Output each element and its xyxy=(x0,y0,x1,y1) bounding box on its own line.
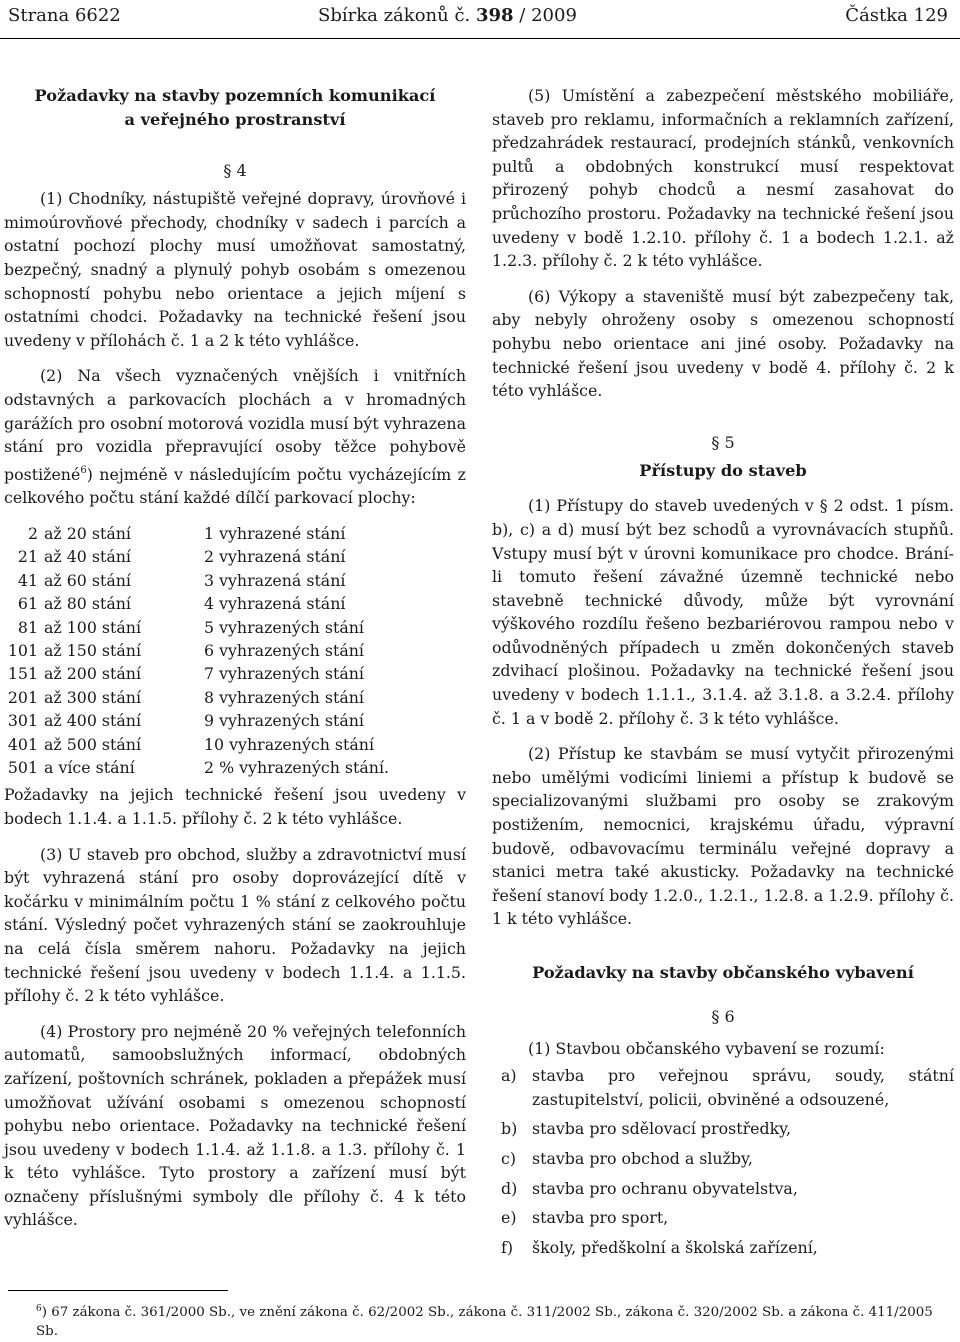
list-item xyxy=(492,1147,954,1171)
paragraph-4-5: (5) Umístění a zabezpečení městského mobiliáře, staveb pro reklamu, informačních a reklamních zařízení, předzahrádek restaurací, prodejních stánků, venkovních pultů a obdobných konstrukcí musí respektovat přirozený pohyb chodců a nesmí zasahovat do průchozího prostoru. Požadavky na technické řešení jsou uvedeny v bodě 1.2.10. přílohy č. 1 a bodech 1.2.1. až 1.2.3. přílohy č. 2 k této vyhlášce. xyxy=(492,86,954,271)
table-row xyxy=(4,733,466,756)
section-5-heading: § 5 xyxy=(711,432,735,452)
stand-count-to: až 200 stání xyxy=(44,664,142,684)
reserved-count: 9 vyhrazených stání xyxy=(204,711,364,731)
reserved-count: 2 % vyhrazených stání. xyxy=(204,757,390,777)
stand-count-from: 61 xyxy=(17,594,38,614)
list-item-marker: d) xyxy=(501,1178,518,1198)
stand-count-to: až 80 stání xyxy=(44,594,131,614)
table-row xyxy=(4,662,466,685)
stand-count-to: až 40 stání xyxy=(44,547,131,567)
paragraph-4-6: (6) Výkopy a staveniště musí být zabezpečeny tak, aby nebyly ohroženy osoby s omezenou schopností pohybu nebo orientace ani jiné osoby. Požadavky na technické řešení jsou uvedeny v bodě 4. přílohy č. 2 k této vyhlášce. xyxy=(492,286,954,401)
footnote-reference: 6 xyxy=(80,464,87,476)
part-number: Částka 129 xyxy=(845,5,948,26)
reserved-count: 10 vyhrazených stání xyxy=(204,734,375,754)
table-row xyxy=(4,569,466,592)
list-item-marker: a) xyxy=(501,1066,517,1086)
table-row xyxy=(4,522,466,545)
footnote-text: ) 67 zákona č. 361/2000 Sb., ve znění zákona č. 62/2002 Sb., zákona č. 311/2002 Sb., zákona č. 320/2002 Sb. a zákona č. 411/2005 Sb. xyxy=(36,1305,933,1339)
paragraph-4-2-tail: Požadavky na jejich technické řešení jsou uvedeny v bodech 1.1.4. a 1.1.5. přílohy č. 2 k této vyhlášce. xyxy=(4,785,466,828)
table-row xyxy=(4,545,466,568)
list-item-marker: e) xyxy=(501,1208,517,1228)
list-item-text: školy, předškolní a školská zařízení, xyxy=(532,1237,818,1257)
document-number: 398 xyxy=(475,5,514,26)
stand-count-from: 151 xyxy=(7,664,38,684)
paragraph-4-1: (1) Chodníky, nástupiště veřejné dopravy, úrovňové i mimoúrovňové přechody, chodníky v sadech i parcích a ostatní pochozí plochy musí umožňovat samostatný, bezpečný, snadný a plynulý pohyb osobám s omezenou schopností pohybu nebo orientace a jejich míjení s ostatními chodci. Požadavky na technické řešení jsou uvedeny v přílohách č. 1 a 2 k této vyhlášce. xyxy=(4,189,466,350)
reserved-count: 7 vyhrazených stání xyxy=(204,664,364,684)
section-4-heading: § 4 xyxy=(223,161,247,181)
reserved-count: 4 vyhrazená stání xyxy=(204,594,346,614)
paragraph-5-2: (2) Přístup ke stavbám se musí vytyčit přirozenými nebo umělými vodicími liniemi a přístup k budově se specializovanými službami pro osoby se zrakovým postižením, nemocnici, krajskému úřadu, výpravní budově, odbavovacímu terminálu veřejné dopravy a stanici metra také akusticky. Požadavky na technické řešení stanoví body 1.2.0., 1.2.1., 1.2.8. a 1.2.9. přílohy č. 1 k této vyhlášce. xyxy=(492,744,954,929)
list-item xyxy=(492,1236,954,1260)
section-6-heading: § 6 xyxy=(711,1006,735,1026)
reserved-count: 1 vyhrazené stání xyxy=(204,523,346,543)
table-row xyxy=(4,616,466,639)
stand-count-from: 21 xyxy=(17,547,38,567)
stand-count-to: až 60 stání xyxy=(44,570,131,590)
collection-title xyxy=(318,5,577,26)
reserved-count: 3 vyhrazená stání xyxy=(204,570,346,590)
stand-count-to: až 300 stání xyxy=(44,687,142,707)
stand-count-from: 401 xyxy=(7,734,38,754)
paragraph-5-1: (1) Přístupy do staveb uvedených v § 2 odst. 1 písm. b), c) a d) musí být bez schodů a vyrovnávacích stupňů. Vstupy musí být v úrovni komunikace pro chodce. Brání-li tomuto řešení závažné územně technické nebo stavebně technické důvody, může být vyrovnání výškového rozdílu řešeno bezbariérovou rampou nebo v odůvodněných případech u změn dokončených staveb zdvihací plošinou. Požadavky na technické řešení jsou uvedeny v bodech 1.1.1., 3.1.4. až 3.1.8. a 3.2.4. přílohy č. 1 a v bodě 2. přílohy č. 3 k této vyhlášce. xyxy=(492,496,954,728)
section-5-title: Přístupy do staveb xyxy=(639,460,807,480)
list-item-text: stavba pro sdělovací prostředky, xyxy=(532,1119,791,1139)
stand-count-from: 41 xyxy=(17,570,38,590)
collection-name: Sbírka zákonů č. xyxy=(318,5,471,26)
footnote-number: 6 xyxy=(36,1304,42,1314)
paragraph-4-4: (4) Prostory pro nejméně 20 % veřejných telefonních automatů, samoobslužných informací, obdobných zařízení, poštovních schránek, pokladen a přepážek musí umožňovat užívání osobami s omezenou schopností pohybu nebo orientace. Požadavky na technické řešení jsou uvedeny v bodech 1.1.4. až 1.1.8. a 1.3. přílohy č. 1 k této vyhlášce. Tyto prostory a zařízení musí být označeny příslušnými symboly dle přílohy č. 4 k této vyhlášce. xyxy=(4,1021,466,1230)
stand-count-from: 201 xyxy=(7,687,38,707)
civic-facilities-title: Požadavky na stavby občanského vybavení xyxy=(532,963,914,982)
stand-count-from: 301 xyxy=(7,711,38,731)
table-row xyxy=(4,639,466,662)
list-item-text: stavba pro veřejnou správu, soudy, státní zastupitelství, policii, obviněné a odsouzené, xyxy=(532,1066,954,1109)
paragraph-4-2-text: (2) Na všech vyznačených vnějších i vnitřních odstavných a parkovacích plochách a v hromadných garážích pro osobní motorová vozidla musí být vyhrazena stání pro vozidla přepravující osoby těžce pohybově postižené xyxy=(4,366,466,484)
reserved-count: 5 vyhrazených stání xyxy=(204,617,364,637)
list-item xyxy=(492,1117,954,1141)
page-header xyxy=(0,0,960,38)
list-item-text: stavba pro ochranu obyvatelstva, xyxy=(532,1178,798,1198)
paragraph-6-1-intro: (1) Stavbou občanského vybavení se rozumí: xyxy=(528,1038,885,1058)
reserved-count: 8 vyhrazených stání xyxy=(204,687,364,707)
chapter-title-line2: a veřejného prostranství xyxy=(124,109,346,129)
stand-count-from: 101 xyxy=(7,640,38,660)
list-item-text: stavba pro sport, xyxy=(532,1208,669,1228)
paragraph-4-2-text-cont: ) nejméně v následujícím počtu vycházejícím z celkového počtu stání každé dílčí parkovací plochy: xyxy=(4,464,466,508)
stand-count-to: až 20 stání xyxy=(44,523,131,543)
stand-count-to: až 100 stání xyxy=(44,617,142,637)
stand-count-from: 2 xyxy=(27,523,38,543)
table-row xyxy=(4,592,466,615)
list-item-marker: c) xyxy=(501,1148,517,1168)
footnote xyxy=(36,1300,956,1341)
civic-facilities-list xyxy=(492,1064,954,1259)
list-item xyxy=(492,1177,954,1201)
left-column xyxy=(4,78,466,1232)
paragraph-4-2 xyxy=(4,364,466,510)
stand-count-from: 81 xyxy=(17,617,38,637)
chapter-title-line1: Požadavky na stavby pozemních komunikací xyxy=(34,86,436,105)
reserved-parking-table xyxy=(4,522,466,779)
stand-count-to: až 150 stání xyxy=(44,640,142,660)
table-row xyxy=(4,756,466,779)
document-year: / 2009 xyxy=(519,5,577,26)
paragraph-4-3: (3) U staveb pro obchod, služby a zdravotnictví musí být vyhrazená stání pro osoby doprovázející dítě v kočárku v minimálním počtu 1 % stání z celkového počtu stání. Výsledný počet vyhrazených stání se zaokrouhluje na celá čísla směrem nahoru. Požadavky na jejich technické řešení jsou uvedeny v bodech 1.1.4. a 1.1.5. přílohy č. 2 k této vyhlášce. xyxy=(4,844,466,1006)
reserved-count: 6 vyhrazených stání xyxy=(204,640,364,660)
list-item xyxy=(492,1064,954,1111)
list-item-marker: f) xyxy=(501,1237,514,1257)
stand-count-from: 501 xyxy=(7,757,38,777)
reserved-count: 2 vyhrazená stání xyxy=(204,547,346,567)
list-item-marker: b) xyxy=(501,1119,518,1139)
table-row xyxy=(4,686,466,709)
header-rule xyxy=(0,38,960,39)
right-column xyxy=(492,78,954,1259)
footnote-rule xyxy=(8,1290,228,1291)
list-item-text: stavba pro obchod a služby, xyxy=(532,1148,753,1168)
table-row xyxy=(4,709,466,732)
page-number: Strana 6622 xyxy=(8,5,121,26)
stand-count-to: až 500 stání xyxy=(44,734,142,754)
stand-count-to: až 400 stání xyxy=(44,711,142,731)
list-item xyxy=(492,1206,954,1230)
stand-count-to: a více stání xyxy=(44,757,135,777)
